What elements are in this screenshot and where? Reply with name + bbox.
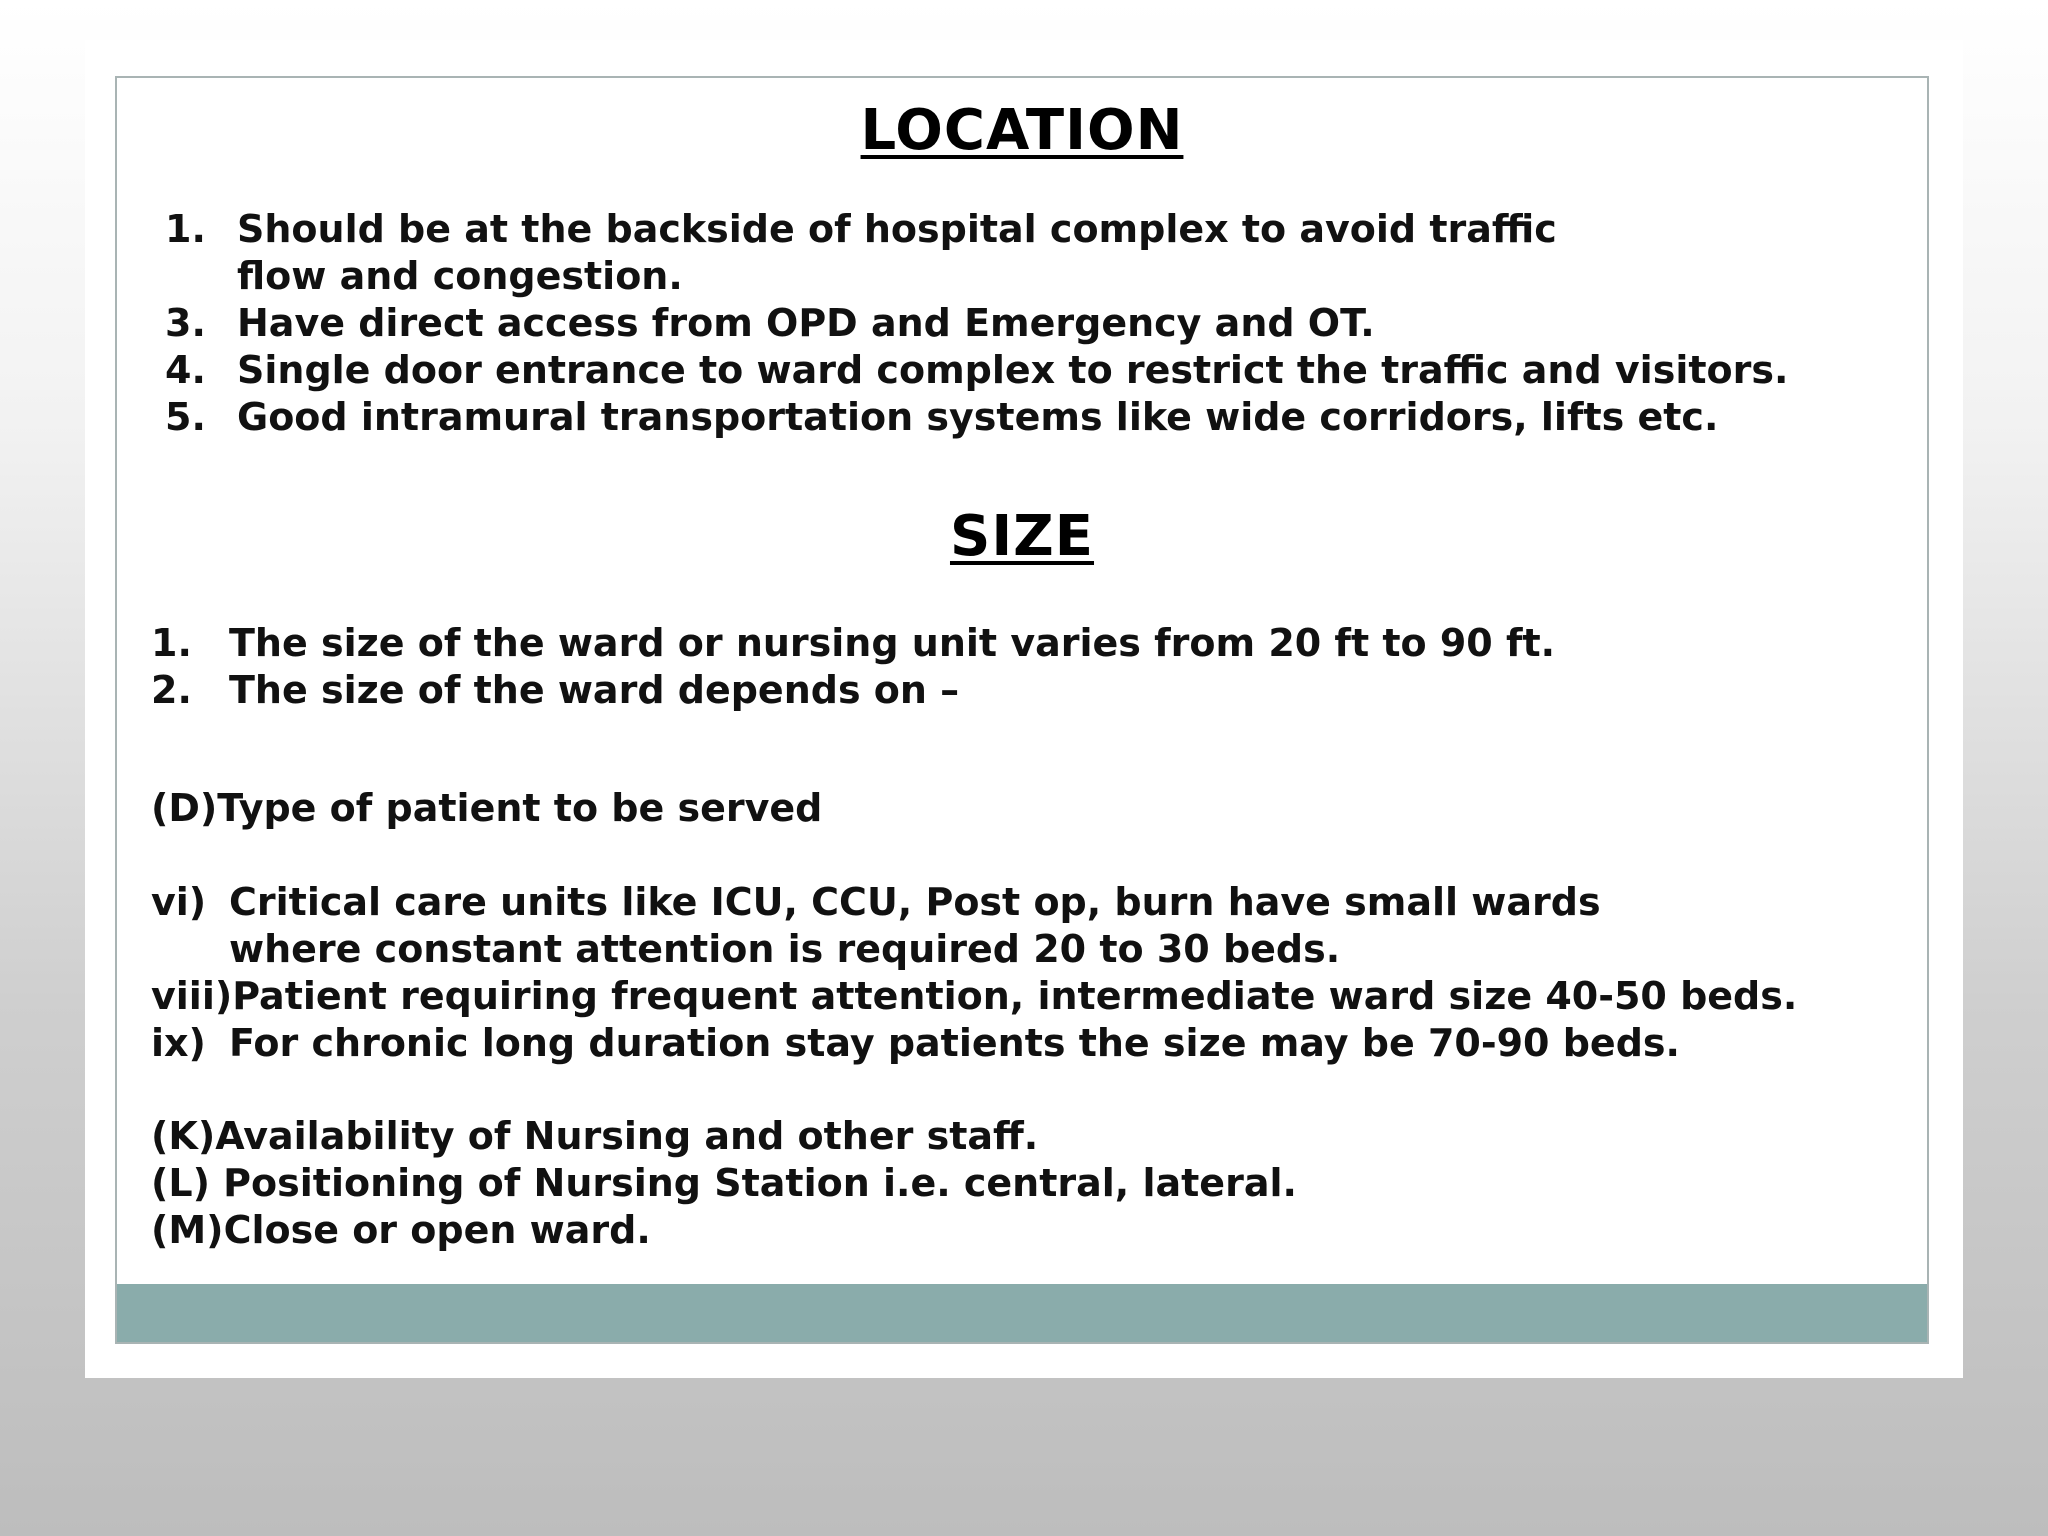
size-heading: [117, 504, 1927, 569]
patient-type-item-number: ix): [151, 1021, 206, 1065]
patient-type-item-number: vi): [151, 880, 207, 924]
patient-type-heading: (D)Type of patient to be served: [151, 786, 823, 830]
location-item-text: Should be at the backside of hospital complex to avoid traffic flow and congestion.: [237, 207, 1557, 298]
location-item-5: [165, 394, 1788, 441]
location-item-number: 3.: [165, 301, 206, 345]
factor-item-text: Positioning of Nursing Station i.e. central, lateral.: [209, 1161, 1297, 1205]
location-item-text: Have direct access from OPD and Emergency and OT.: [237, 301, 1375, 345]
location-item-text: Single door entrance to ward complex to restrict the traffic and visitors.: [237, 348, 1789, 392]
location-item-number: 1.: [165, 207, 206, 251]
location-item-number: 4.: [165, 348, 206, 392]
location-item-number: 5.: [165, 395, 206, 439]
patient-type-item-ix: [151, 1020, 1797, 1067]
patient-type-item-text: Critical care units like ICU, CCU, Post op, burn have small wards where constant attention is required 20 to 30 beds.: [229, 880, 1601, 971]
patient-type-item-number: viii): [151, 974, 233, 1018]
size-item-text: The size of the ward or nursing unit varies from 20 ft to 90 ft.: [229, 621, 1556, 665]
patient-type-item-viii: [151, 973, 1797, 1020]
size-heading-text: SIZE: [949, 504, 1095, 569]
slide: [115, 76, 1929, 1344]
location-item-3: [165, 300, 1788, 347]
size-item-number: 2.: [151, 668, 192, 712]
factors-list: [151, 1113, 1297, 1254]
location-list: [165, 206, 1788, 441]
location-item-text: Good intramural transportation systems like wide corridors, lifts etc.: [237, 395, 1719, 439]
location-heading: [117, 98, 1927, 163]
patient-type-item-text: Patient requiring frequent attention, intermediate ward size 40-50 beds.: [232, 974, 1798, 1018]
slide-outer: [85, 40, 1963, 1378]
factor-item-text: Close or open ward.: [223, 1208, 651, 1252]
patient-type-item-vi: [151, 879, 1797, 973]
factor-item-letter: (M): [151, 1208, 224, 1252]
location-heading-text: LOCATION: [860, 98, 1184, 163]
size-item-1: [151, 620, 1555, 667]
location-item-1: [165, 206, 1788, 300]
factor-item-m: [151, 1207, 1297, 1254]
factor-item-l: [151, 1160, 1297, 1207]
patient-type-list: [151, 879, 1797, 1067]
footer-bar: [117, 1284, 1927, 1342]
size-list: [151, 620, 1555, 714]
factor-item-letter: (K): [151, 1114, 216, 1158]
location-item-4: [165, 347, 1788, 394]
factor-item-k: [151, 1113, 1297, 1160]
size-item-text: The size of the ward depends on –: [229, 668, 960, 712]
factor-item-text: Availability of Nursing and other staff.: [215, 1114, 1039, 1158]
size-item-number: 1.: [151, 621, 192, 665]
patient-type-item-text: For chronic long duration stay patients the size may be 70-90 beds.: [229, 1021, 1680, 1065]
factor-item-letter: (L): [151, 1161, 210, 1205]
size-item-2: [151, 667, 1555, 714]
